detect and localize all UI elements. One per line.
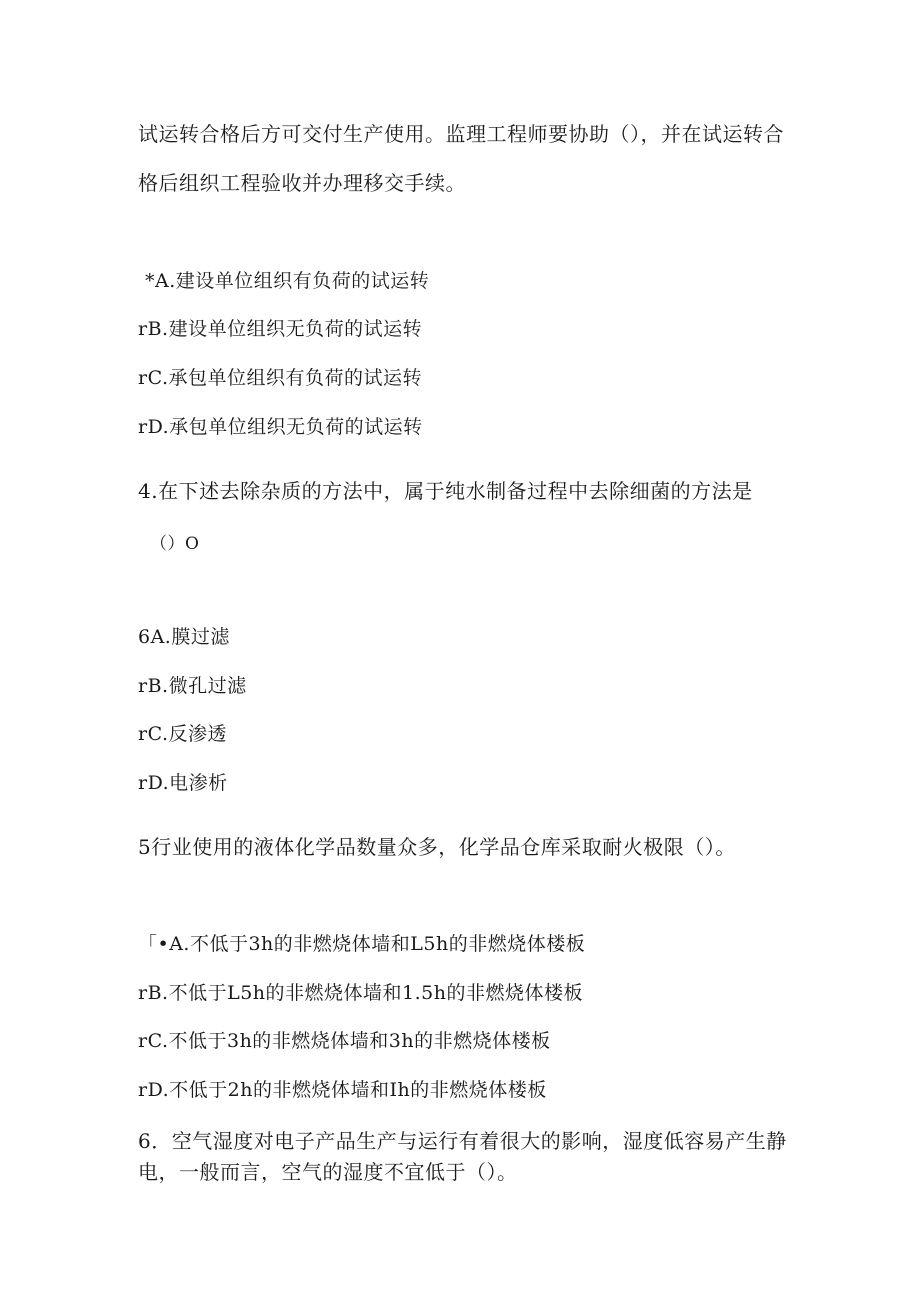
q3-option-b[interactable]: rB.建设单位组织无负荷的试运转 — [138, 318, 423, 340]
q6-stem-line2: 电，一般而言，空气的湿度不宜低于（）。 — [138, 1160, 518, 1184]
q4-option-c[interactable]: rC.反渗透 — [138, 723, 227, 745]
q5-option-d[interactable]: rD.不低于2h的非燃烧体墙和Ih的非燃烧体楼板 — [138, 1079, 547, 1101]
q3-stem-line2: 格后组织工程验收并办理移交手续。 — [138, 171, 466, 195]
q4-option-b[interactable]: rB.微孔过滤 — [138, 675, 247, 697]
q4-stem-line1: 4.在下述去除杂质的方法中，属于纯水制备过程中去除细菌的方法是 — [138, 479, 753, 503]
q3-stem-line1: 试运转合格后方可交付生产使用。监理工程师要协助（），并在试运转合 — [138, 122, 784, 146]
q3-option-c[interactable]: rC.承包单位组织有负荷的试运转 — [138, 367, 422, 389]
q3-option-a[interactable]: *A.建设单位组织有负荷的试运转 — [145, 270, 430, 292]
q3-option-d[interactable]: rD.承包单位组织无负荷的试运转 — [138, 416, 423, 438]
q5-stem: 5行业使用的液体化学品数量众多，化学品仓库采取耐火极限（）。 — [138, 835, 736, 859]
q5-option-a[interactable]: 「•A.不低于3h的非燃烧体墙和L5h的非燃烧体楼板 — [138, 933, 586, 955]
q5-option-c[interactable]: rC.不低于3h的非燃烧体墙和3h的非燃烧体楼板 — [138, 1030, 551, 1052]
q5-option-b[interactable]: rB.不低于L5h的非燃烧体墙和1.5h的非燃烧体楼板 — [138, 982, 583, 1004]
q4-stem-line2: （）O — [150, 534, 200, 554]
q6-stem-line1: 6．空气湿度对电子产品生产与运行有着很大的影响，湿度低容易产生静 — [138, 1129, 787, 1153]
q4-option-d[interactable]: rD.电渗析 — [138, 772, 228, 794]
q4-option-a[interactable]: 6A.膜过滤 — [138, 626, 230, 648]
